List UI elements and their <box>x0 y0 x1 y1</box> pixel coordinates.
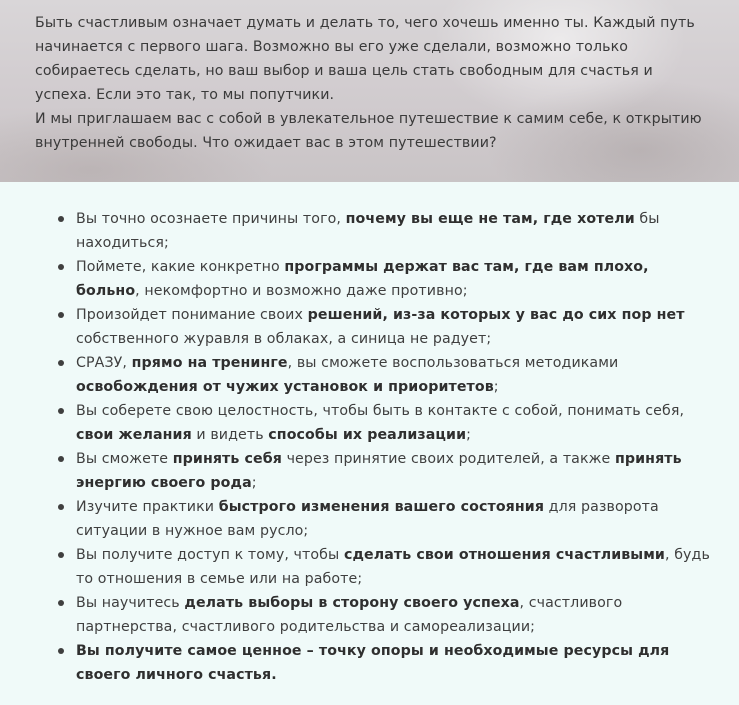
intro-line: успеха. Если это так, то мы попутчики. <box>35 87 335 103</box>
intro-line: внутренней свободы. Что ожидает вас в этом путешествии? <box>35 135 497 151</box>
benefit-highlight: принять энергию своего рода <box>76 451 682 491</box>
intro-paragraph <box>35 11 715 155</box>
benefit-text: , некомфортно и возможно даже противно; <box>135 283 468 299</box>
benefit-text: для разворота ситуации в нужное вам русло; <box>76 499 659 539</box>
benefit-text: Вы получите доступ к тому, чтобы <box>76 547 344 563</box>
benefit-highlight: прямо на тренинге <box>131 355 288 371</box>
intro-line: начинается с первого шага. Возможно вы его уже сделали, возможно только <box>35 39 629 55</box>
benefit-text: ; <box>466 427 471 443</box>
benefit-item <box>76 351 715 399</box>
benefit-text: Изучите практики <box>76 499 219 515</box>
intro-line: Быть счастливым означает думать и делать то, чего хочешь именно ты. Каждый путь <box>35 15 695 31</box>
benefit-highlight: быстрого изменения вашего состояния <box>218 499 545 515</box>
benefit-highlight: делать выборы в сторону своего успеха <box>184 595 520 611</box>
benefit-highlight: способы их реализации <box>268 427 467 443</box>
benefit-item <box>76 543 715 591</box>
benefit-highlight: сделать свои отношения счастливыми <box>343 547 665 563</box>
benefit-text: ; <box>493 379 499 395</box>
benefit-text: СРАЗУ, <box>76 355 132 371</box>
benefit-text: Поймете, какие конкретно <box>76 259 285 275</box>
intro-line: собираетесь сделать, но ваш выбор и ваша цель стать свободным для счастья и <box>35 63 653 79</box>
benefit-text: , будь то отношения в семье или на работе; <box>76 547 710 587</box>
benefit-highlight: принять себя <box>172 451 282 467</box>
intro-line: И мы приглашаем вас с собой в увлекательное путешествие к самим себе, к открытию <box>35 111 702 127</box>
benefit-item <box>76 207 715 255</box>
benefit-text: ; <box>251 475 257 491</box>
benefit-text: и видеть <box>191 427 269 443</box>
benefit-text: , вы сможете воспользоваться методиками <box>287 355 619 371</box>
benefit-item <box>76 591 715 639</box>
benefit-highlight: освобождения от чужих установок и приоритетов <box>76 379 494 395</box>
benefit-highlight: Вы получите самое ценное – точку опоры и необходимые ресурсы для своего личного счастья. <box>76 643 670 683</box>
benefits-section <box>0 182 739 705</box>
benefit-highlight: свои желания <box>76 427 192 443</box>
benefit-item <box>76 303 715 351</box>
benefit-text: Вы сможете <box>76 451 173 467</box>
benefit-text: , счастливого партнерства, счастливого родительства и самореализации; <box>76 595 623 635</box>
benefit-text: Вы научитесь <box>76 595 185 611</box>
benefit-item <box>76 399 715 447</box>
benefit-text: собственного журавля в облаках, а синица не радует; <box>76 331 492 347</box>
benefit-text: бы находиться; <box>76 211 660 251</box>
benefit-text: Произойдет понимание своих <box>76 307 308 323</box>
benefit-item <box>76 495 715 543</box>
benefit-text: Вы соберете свою целостность, чтобы быть в контакте с собой, понимать себя, <box>76 403 685 419</box>
benefit-text: через принятие своих родителей, а также <box>281 451 615 467</box>
benefit-highlight: программы держат вас там, где вам плохо, больно <box>76 259 649 299</box>
benefit-text: Вы точно осознаете причины того, <box>76 211 346 227</box>
benefit-item <box>76 255 715 303</box>
benefit-item <box>76 639 715 687</box>
benefits-list <box>0 207 739 687</box>
benefit-item <box>76 447 715 495</box>
benefit-highlight: решений, из-за которых у вас до сих пор нет <box>307 307 685 323</box>
intro-banner <box>0 0 739 182</box>
benefit-highlight: почему вы еще не там, где хотели <box>345 211 635 227</box>
